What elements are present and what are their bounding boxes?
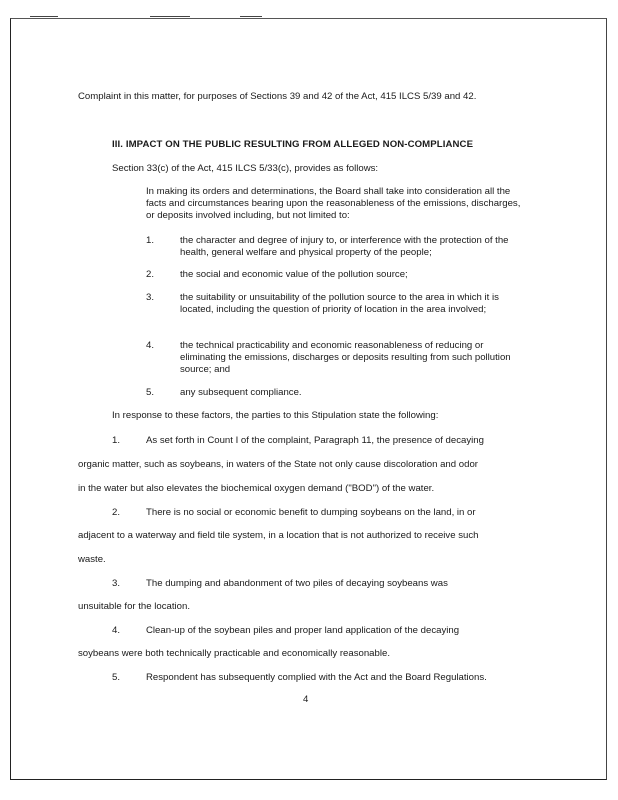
factor-number: 1. — [146, 235, 155, 246]
response-line: organic matter, such as soybeans, in waters of the State not only cause discoloration and odor — [78, 459, 478, 470]
factor-number: 4. — [146, 340, 155, 351]
factor-text: the suitability or unsuitability of the pollution source to the area in which it is located, including the question of priority of location in the area involved; — [180, 292, 499, 315]
section-heading: III. IMPACT ON THE PUBLIC RESULTING FROM ALLEGED NON-COMPLIANCE — [112, 139, 474, 150]
response-number: 2. — [112, 507, 121, 518]
factor-text: the character and degree of injury to, or interference with the protection of the health, general welfare and physical property of the people; — [180, 235, 509, 258]
response-line: unsuitable for the location. — [78, 601, 191, 612]
response-intro: In response to these factors, the parties to this Stipulation state the following: — [112, 410, 439, 421]
response-number: 3. — [112, 578, 121, 589]
response-number: 5. — [112, 672, 121, 683]
factor-number: 3. — [146, 292, 155, 303]
page-number: 4 — [303, 694, 309, 705]
factor-number: 5. — [146, 387, 155, 398]
response-line: soybeans were both technically practicable and economically reasonable. — [78, 648, 390, 659]
response-number: 4. — [112, 625, 121, 636]
response-line: waste. — [78, 554, 106, 565]
response-line: Clean-up of the soybean piles and proper land application of the decaying — [146, 625, 460, 636]
response-line: As set forth in Count I of the complaint, Paragraph 11, the presence of decaying — [146, 435, 484, 446]
factor-text: any subsequent compliance. — [180, 387, 302, 398]
factor-text: the social and economic value of the pollution source; — [180, 269, 408, 280]
response-line: in the water but also elevates the biochemical oxygen demand ("BOD") of the water. — [78, 483, 435, 494]
response-line: Respondent has subsequently complied with the Act and the Board Regulations. — [146, 672, 487, 683]
factor-number: 2. — [146, 269, 155, 280]
response-number: 1. — [112, 435, 121, 446]
section-intro: Section 33(c) of the Act, 415 ILCS 5/33(c), provides as follows: — [112, 163, 379, 174]
response-line: There is no social or economic benefit to dumping soybeans on the land, in or — [146, 507, 476, 518]
response-line: adjacent to a waterway and field tile system, in a location that is not authorized to receive such — [78, 530, 479, 541]
statute-quote: In making its orders and determinations, the Board shall take into consideration all the facts and circumstances bearing upon the reasonableness of the emissions, discharges, or deposits involved including, but not limited to: — [146, 186, 521, 221]
response-line: The dumping and abandonment of two piles of decaying soybeans was — [146, 578, 448, 589]
factor-text: the technical practicability and economic reasonableness of reducing or eliminating the emissions, discharges or deposits resulting from such pollution source; and — [180, 340, 511, 375]
opening-line: Complaint in this matter, for purposes of Sections 39 and 42 of the Act, 415 ILCS 5/39 and 42. — [78, 91, 477, 102]
